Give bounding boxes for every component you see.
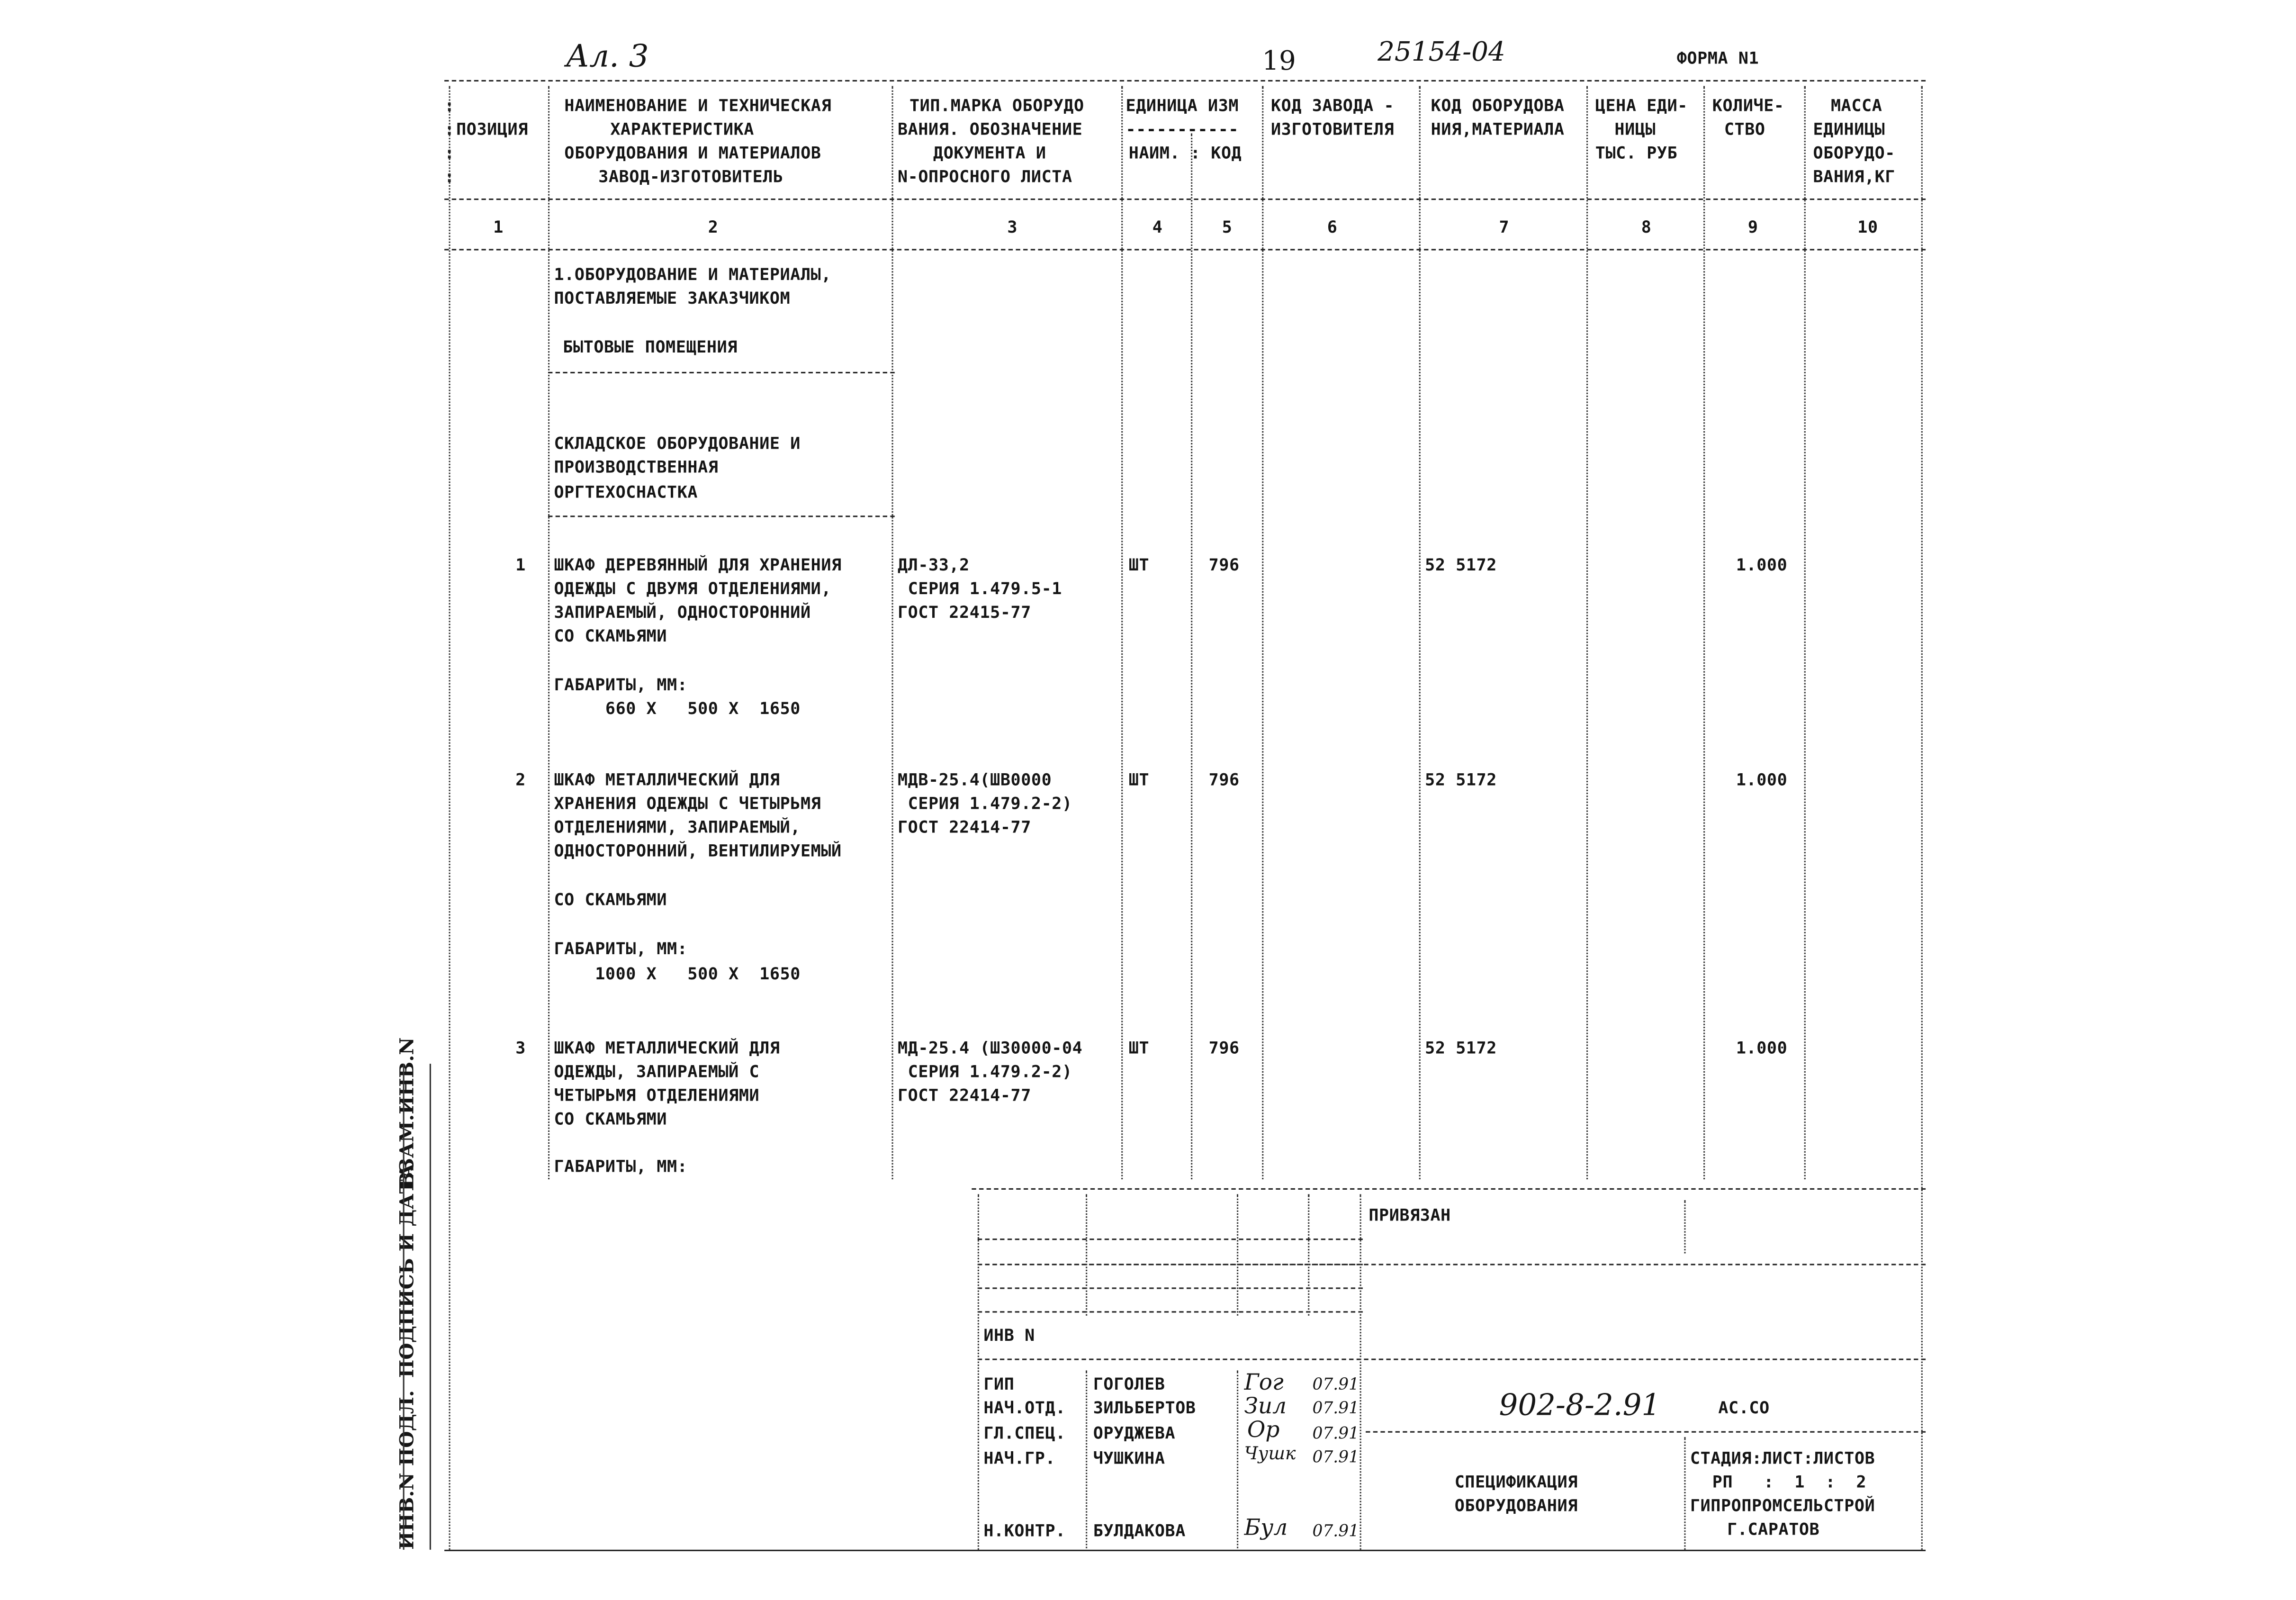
stamp-original-inventory: ИНВ.N ПОДЛ. [397,1390,419,1550]
item-type: МДВ-25.4(ШВ0000 [897,770,1052,790]
item-name-line: СО СКАМЬЯМИ [554,626,667,646]
document-mark: АС.СО [1718,1398,1770,1418]
item-name-line: СО СКАМЬЯМИ [554,890,667,910]
header-mass-l1: МАССА [1830,96,1882,116]
header-name-l3: ОБОРУДОВАНИЯ И МАТЕРИАЛОВ [564,144,821,163]
item-unit: ШТ [1128,770,1150,790]
item-name-line: ГАБАРИТЫ, ММ: [554,675,688,695]
item-name-line: СО СКАМЬЯМИ [554,1110,667,1129]
item-gost: ГОСТ 22414-77 [897,1086,1031,1105]
person-gip: ГОГОЛЕВ [1093,1374,1165,1394]
header-price-l2: НИЦЫ [1614,120,1656,139]
organization: ГИПРОПРОМСЕЛЬСТРОЙ [1690,1496,1875,1516]
colnum-2: 2 [708,217,719,237]
colnum-5: 5 [1222,217,1233,237]
colnum-9: 9 [1747,217,1758,237]
item-name-line: ЧЕТЫРЬМЯ ОТДЕЛЕНИЯМИ [554,1086,760,1105]
item-position: 3 [515,1039,526,1058]
signature-norm-control: Бул [1244,1514,1288,1541]
item-position: 1 [515,555,526,575]
person-group-head: ЧУШКИНА [1093,1449,1165,1468]
project-code: 902-8-2.91 [1499,1386,1661,1422]
role-gip: ГИП [983,1374,1015,1394]
header-unit-l1: ЕДИНИЦА ИЗМ [1125,96,1239,116]
header-price-l1: ЦЕНА ЕДИ- [1595,96,1688,116]
group2-l3: ОРГТЕХОСНАСТКА [554,483,698,503]
header-equip-l1: КОД ОБОРУДОВА [1431,96,1565,116]
item-dimensions: 660 Х 500 Х 1650 [554,699,801,719]
stamp-signature-date: ПОДПИСЬ И ДАТА [397,1164,419,1378]
item-equipment-code: 52 5172 [1425,770,1497,790]
colnum-6: 6 [1327,217,1338,237]
section-title-l1: 1.ОБОРУДОВАНИЕ И МАТЕРИАЛЫ, [554,265,832,285]
inventory-number-label: ИНВ N [983,1326,1035,1346]
header-unit-l3: НАИМ. : КОД [1128,144,1242,163]
header-mass-l4: ВАНИЯ,КГ [1813,167,1895,187]
header-equip-l2: НИЯ,МАТЕРИАЛА [1431,120,1565,139]
doc-title-l2: ОБОРУДОВАНИЯ [1454,1496,1578,1516]
item-unit: ШТ [1128,1039,1150,1058]
stamp-replacement-inventory: ВЗАМ.ИНВ.N [397,1037,419,1188]
date-norm-control: 07.91 [1312,1521,1360,1541]
header-type-l2: ВАНИЯ. ОБОЗНАЧЕНИЕ [897,120,1083,139]
date-group-head: 07.91 [1312,1447,1360,1467]
item-unit-code: 796 [1208,555,1240,575]
header-factory-l2: ИЗГОТОВИТЕЛЯ [1270,120,1395,139]
item-type: ДЛ-33,2 [897,555,970,575]
item-unit-code: 796 [1208,1039,1240,1058]
item-series: СЕРИЯ 1.479.2-2) [897,794,1072,814]
item-equipment-code: 52 5172 [1425,1039,1497,1058]
doc-title-l1: СПЕЦИФИКАЦИЯ [1454,1473,1578,1492]
colnum-10: 10 [1857,217,1878,237]
person-norm-control: БУЛДАКОВА [1093,1521,1186,1541]
header-name-l4: ЗАВОД-ИЗГОТОВИТЕЛЬ [598,167,783,187]
item-name-line: ГАБАРИТЫ, ММ: [554,939,688,959]
group2-l2: ПРОИЗВОДСТВЕННАЯ [554,458,719,477]
date-gip: 07.91 [1312,1374,1360,1394]
sheet-mark: Ал. 3 [566,38,649,74]
header-factory-l1: КОД ЗАВОДА - [1270,96,1395,116]
item-position: 2 [515,770,526,790]
form-label: ФОРМА N1 [1676,49,1759,68]
specification-sheet: Ал. 3 19 25154-04 ФОРМА N1 : : : : ПОЗИЦИЯ НАИМЕНОВАНИЕ И ТЕХНИЧЕСКАЯ ХАРАКТЕРИСТИКА ОБОРУДОВАНИЯ И МАТЕРИАЛОВ ЗАВОД-ИЗГОТОВИТЕЛЬ ТИП.МАРКА ОБОРУДО ВАНИЯ. ОБОЗНАЧЕНИЕ ДОКУМЕНТА И N-ОПРОСНОГО ЛИСТА ЕДИНИЦА ИЗМ ----------- НАИМ. : КОД КОД ЗАВОДА - ИЗГОТОВИТЕЛЯ КОД ОБОРУДОВА НИЯ,МАТЕРИАЛА ЦЕНА ЕДИ- НИЦЫ ТЫС. РУБ КОЛИЧЕ- СТВО МАССА ЕДИНИЦЫ ОБОРУДО- ВАНИЯ,КГ 1 2 3 4 5 6 7 8 9 10 1.ОБОРУДОВАНИЕ И МАТЕРИАЛЫ, ПОСТАВЛЯЕМЫЕ ЗАКАЗЧИКОМ БЫТОВЫЕ ПОМЕЩЕНИЯ СКЛАДСКОЕ ОБОРУДОВАНИЕ И ПРОИЗВОДСТВЕННАЯ ОРГТЕХОСНАСТКА 1 ШКАФ ДЕРЕВЯННЫЙ ДЛЯ ХРАНЕНИЯ ОДЕЖДЫ С ДВУМЯ ОТДЕЛЕНИЯМИ, ЗАПИРАЕМЫЙ, ОДНОСТОРОННИЙ СО СКАМЬЯМИ ГАБАРИТЫ, ММ: 660 Х 500 Х 1650 ДЛ-33,2 СЕРИЯ 1.479.5-1 ГОСТ 22415-77 ШТ 796 52 5172 1.000 2 ШКАФ МЕТАЛЛИЧЕСКИЙ ДЛЯ ХРАНЕНИЯ ОДЕЖДЫ С ЧЕТЫРЬМЯ ОТДЕЛЕНИЯМИ, ЗАПИРАЕМЫЙ, ОДНОСТОРОННИЙ, ВЕНТИЛИРУЕМЫЙ СО СКАМЬЯМИ ГАБАРИТЫ, ММ: 1000 Х 500 Х 1650 МДВ-25.4(ШВ0000 СЕРИЯ 1.479.2-2) ГОСТ 22414-77 ШТ 796 52 5172 1.000 3 ШКАФ МЕТАЛЛИЧЕСКИЙ ДЛЯ ОДЕЖДЫ, ЗАПИРАЕМЫЙ С ЧЕТЫРЬМЯ ОТДЕЛЕНИЯМИ СО СКАМЬЯМИ ГАБАРИТЫ, ММ: МД-25.4 (Ш30000-04 СЕРИЯ 1.479.2-2) ГОСТ 22414-77 ШТ 796 52 5172 1.000 ПРИВЯЗАН ИНВ N ГИП ГОГОЛЕВ НАЧ.ОТД. ЗИЛЬБЕРТОВ ГЛ.СПЕЦ. ОРУДЖЕВА НАЧ.ГР. ЧУШКИНА Н.КОНТР. БУЛДАКОВА Гог 07.91 Зил 07.91 Ор 07.91 Чушк 07.91 Бул 07.91 902-8-2.91 АС.СО СТАДИЯ:ЛИСТ:ЛИСТОВ РП : 1 : 2 СПЕЦИФИКАЦИЯ ОБОРУДОВАНИЯ ГИПРОПРОМСЕЛЬСТРОЙ Г.САРАТОВ ВЗАМ.ИНВ.N ПОДПИСЬ И ДАТА ИНВ.N ПОДЛ. [0,0,2296,1600]
page-number: 19 [1262,45,1296,77]
header-unit-l2: ----------- [1125,120,1239,139]
header-type-l1: ТИП.МАРКА ОБОРУДО [909,96,1084,116]
item-name-line: ОДНОСТОРОННИЙ, ВЕНТИЛИРУЕМЫЙ [554,841,842,861]
item-gost: ГОСТ 22415-77 [897,603,1031,623]
header-type-l3: ДОКУМЕНТА И [933,144,1046,163]
section-title-l2: ПОСТАВЛЯЕМЫЕ ЗАКАЗЧИКОМ [554,289,791,308]
item-series: СЕРИЯ 1.479.5-1 [897,579,1062,599]
item-name-line: ОДЕЖДЫ С ДВУМЯ ОТДЕЛЕНИЯМИ, [554,579,832,599]
role-chief-specialist: ГЛ.СПЕЦ. [983,1424,1066,1443]
header-mass-l3: ОБОРУДО- [1813,144,1895,163]
item-dimensions: 1000 Х 500 Х 1650 [554,964,801,984]
item-name-line: ГАБАРИТЫ, ММ: [554,1157,688,1176]
header-qty-l2: СТВО [1724,120,1765,139]
item-gost: ГОСТ 22414-77 [897,818,1031,837]
item-series: СЕРИЯ 1.479.2-2) [897,1062,1072,1082]
role-norm-control: Н.КОНТР. [983,1521,1066,1541]
item-name-line: ШКАФ ДЕРЕВЯННЫЙ ДЛЯ ХРАНЕНИЯ [554,555,842,575]
item-name-line: ШКАФ МЕТАЛЛИЧЕСКИЙ ДЛЯ [554,1039,780,1058]
header-type-l4: N-ОПРОСНОГО ЛИСТА [897,167,1072,187]
item-quantity: 1.000 [1736,770,1788,790]
colnum-1: 1 [493,217,504,237]
item-quantity: 1.000 [1736,1039,1788,1058]
date-chief-specialist: 07.91 [1312,1424,1360,1443]
item-name-line: ОДЕЖДЫ, ЗАПИРАЕМЫЙ С [554,1062,760,1082]
date-dept-head: 07.91 [1312,1398,1360,1418]
person-chief-specialist: ОРУДЖЕВА [1093,1424,1176,1443]
signature-gip: Гог [1244,1369,1284,1396]
stage-header: СТАДИЯ:ЛИСТ:ЛИСТОВ [1690,1449,1875,1468]
header-qty-l1: КОЛИЧЕ- [1712,96,1784,116]
item-equipment-code: 52 5172 [1425,555,1497,575]
item-name-line: ХРАНЕНИЯ ОДЕЖДЫ С ЧЕТЫРЬМЯ [554,794,821,814]
item-unit: ШТ [1128,555,1150,575]
item-name-line: ШКАФ МЕТАЛЛИЧЕСКИЙ ДЛЯ [554,770,780,790]
group-household-rooms: БЫТОВЫЕ ПОМЕЩЕНИЯ [563,337,738,357]
city: Г.САРАТОВ [1727,1520,1820,1539]
signature-dept-head: Зил [1244,1392,1287,1419]
item-name-line: ОТДЕЛЕНИЯМИ, ЗАПИРАЕМЫЙ, [554,818,801,837]
item-unit-code: 796 [1208,770,1240,790]
doc-code-handwritten: 25154-04 [1378,37,1505,68]
group2-l1: СКЛАДСКОЕ ОБОРУДОВАНИЕ И [554,434,801,453]
header-name-l2: ХАРАКТЕРИСТИКА [610,120,754,139]
bound-label: ПРИВЯЗАН [1369,1206,1451,1226]
role-group-head: НАЧ.ГР. [983,1449,1056,1468]
signature-chief-specialist: Ор [1247,1416,1280,1443]
person-dept-head: ЗИЛЬБЕРТОВ [1093,1398,1196,1418]
header-price-l3: ТЫС. РУБ [1595,144,1678,163]
colnum-7: 7 [1499,217,1510,237]
item-name-line: ЗАПИРАЕМЫЙ, ОДНОСТОРОННИЙ [554,603,811,623]
colnum-4: 4 [1152,217,1163,237]
item-quantity: 1.000 [1736,555,1788,575]
stage-values: РП : 1 : 2 [1712,1473,1867,1492]
colnum-3: 3 [1007,217,1018,237]
header-position: ПОЗИЦИЯ [456,120,528,139]
signature-group-head: Чушк [1244,1443,1296,1464]
colnum-8: 8 [1641,217,1652,237]
rule-top [444,80,1926,81]
role-dept-head: НАЧ.ОТД. [983,1398,1066,1418]
header-name-l1: НАИМЕНОВАНИЕ И ТЕХНИЧЕСКАЯ [564,96,832,116]
item-type: МД-25.4 (Ш30000-04 [897,1039,1083,1058]
header-mass-l2: ЕДИНИЦЫ [1813,120,1885,139]
